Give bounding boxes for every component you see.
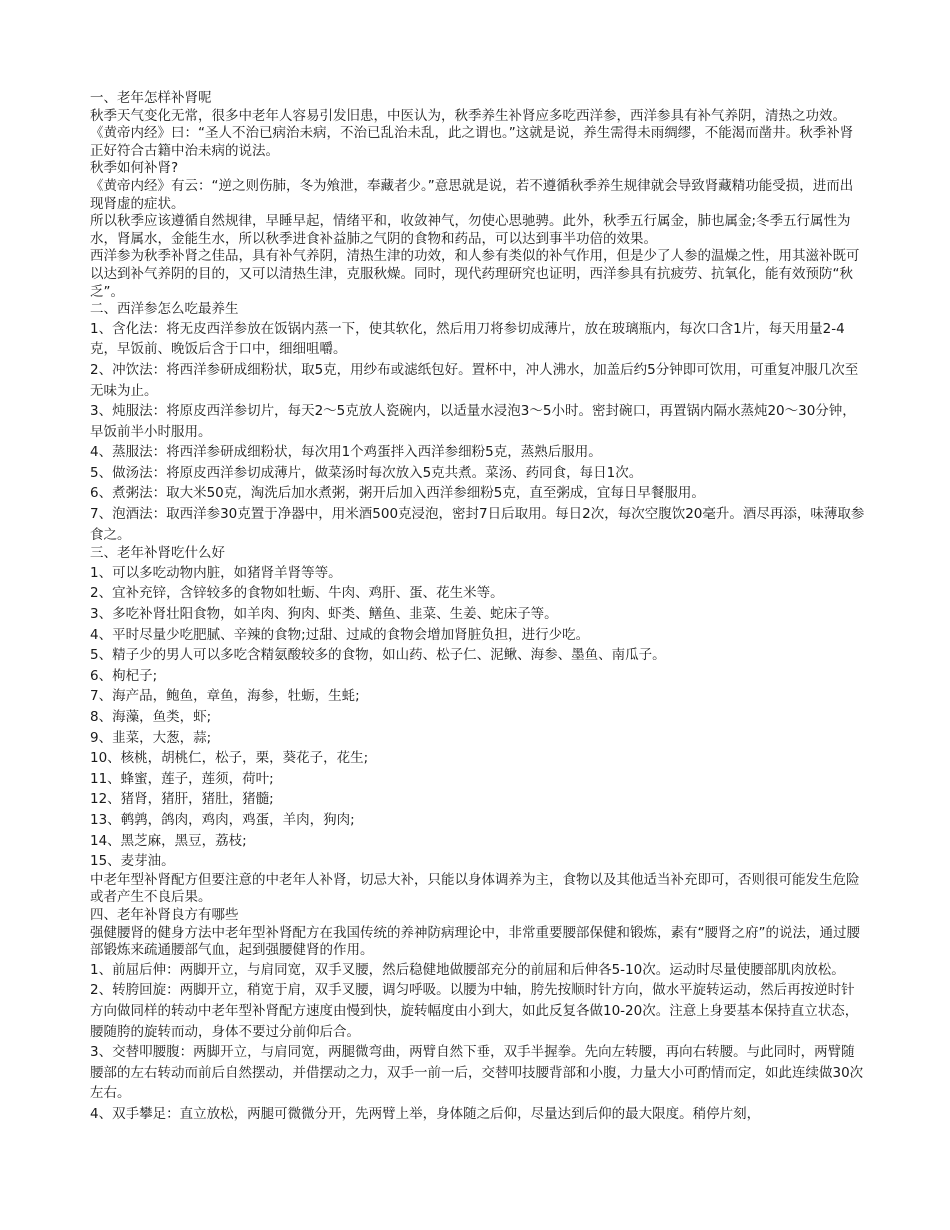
paragraph: 中老年型补肾配方但要注意的中老年人补肾，切忌大补，只能以身体调养为主，食物以及其他适当补充即可，否则很可能发生危险或者产生不良后果。 [90, 871, 860, 906]
list-item: 2、转胯回旋：两脚开立，稍宽于肩，双手叉腰，调匀呼吸。以腰为中轴，胯先按顺时针方向，做水平旋转运动，然后再按逆时针方向做同样的转动中老年型补肾配方速度由慢到快，旋转幅度由小到大，如此反复各做10-20次。注意上身要基本保持直立状态，腰随胯的旋转而动，身体不要过分前仰后合。 [90, 982, 859, 1040]
list-item: 1、含化法：将无皮西洋参放在饭锅内蒸一下，使其软化，然后用刀将参切成薄片，放在玻璃瓶内，每次口含1片，每天用量2-4克，早饭前、晚饭后含于口中，细细咀嚼。 [90, 320, 845, 358]
paragraph: 《黄帝内经》曰：“圣人不治已病治未病，不治已乱治未乱，此之谓也。”这就是说，养生需得未雨绸缪，不能渴而凿井。秋季补肾正好符合古籍中治未病的说法。 [90, 125, 854, 159]
section-heading: 二、西洋参怎么吃最养生 [90, 301, 239, 318]
list-item: 13、鹌鹑，鸽肉，鸡肉，鸡蛋，羊肉，狗肉; [90, 811, 355, 828]
list-item: 3、多吃补肾壮阳食物，如羊肉、狗肉、虾类、鳝鱼、韭菜、生姜、蛇床子等。 [90, 606, 558, 623]
subheading: 秋季如何补肾? [90, 160, 179, 177]
list-item: 8、海藻，鱼类，虾; [90, 709, 212, 725]
section-heading: 一、老年怎样补肾呢 [90, 90, 212, 106]
list-item: 4、蒸服法：将西洋参研成细粉状，每次用1个鸡蛋拌入西洋参细粉5克，蒸熟后服用。 [90, 444, 602, 461]
list-item: 11、蜂蜜，莲子，莲须，荷叶; [90, 770, 274, 787]
paragraph: 秋季天气变化无常，很多中老年人容易引发旧患，中医认为，秋季养生补肾应多吃西洋参，西洋参具有补气养阴，清热之功效。 [90, 107, 846, 124]
list-item: 12、猪肾，猪肝，猪肚，猪髓; [90, 791, 274, 808]
list-item: 1、前屈后伸：两脚开立，与肩同宽，双手叉腰，然后稳健地做腰部充分的前屈和后伸各5-10次。运动时尽量使腰部肌肉放松。 [90, 961, 845, 978]
document-body [90, 90, 865, 1124]
list-item: 7、泡酒法：取西洋参30克置于净器中，用米酒500克浸泡，密封7日后取用。每日2次，每次空腹饮20毫升。酒尽再添，味薄取参食之。 [90, 506, 865, 543]
section-heading: 三、老年补肾吃什么好 [90, 545, 225, 562]
list-item: 4、平时尽量少吃肥腻、辛辣的食物;过甜、过咸的食物会增加肾脏负担，进行少吃。 [90, 626, 590, 643]
section-heading: 四、老年补肾良方有哪些 [90, 906, 239, 923]
list-item: 6、枸杞子; [90, 667, 158, 684]
list-item: 9、韭菜，大葱，蒜; [90, 729, 212, 746]
list-item: 3、炖服法：将原皮西洋参切片，每天2～5克放人瓷碗内，以适量水浸泡3～5小时。密封碗口，再置锅内隔水蒸炖20～30分钟，早饭前半小时服用。 [90, 403, 856, 440]
list-item: 6、煮粥法：取大米50克，淘洗后加水煮粥，粥开后加入西洋参细粉5克，直至粥成，宜每日早餐服用。 [90, 485, 705, 502]
list-item: 10、核桃，胡桃仁，松子，栗，葵花子，花生; [90, 750, 369, 767]
list-item: 5、做汤法：将原皮西洋参切成薄片，做菜汤时每次放入5克共煮。菜汤、药同食，每日1次。 [90, 464, 643, 481]
paragraph: 所以秋季应该遵循自然规律，早睡早起，情绪平和，收敛神气，勿使心思驰骋。此外，秋季五行属金，肺也属金;冬季五行属性为水，肾属水，金能生水，所以秋季进食补益肺之气阴的食物和药品，可以达到事半功倍的效果。 [90, 213, 851, 247]
list-item: 5、精子少的男人可以多吃含精氨酸较多的食物，如山药、松子仁、泥鳅、海参、墨鱼、南瓜子。 [90, 647, 666, 664]
list-item: 4、双手攀足：直立放松，两腿可微微分开，先两臂上举，身体随之后仰，尽量达到后仰的最大限度。稍停片刻， [90, 1105, 761, 1122]
paragraph: 《黄帝内经》有云：“逆之则伤肺，冬为飧泄，奉藏者少。”意思就是说，若不遵循秋季养生规律就会导致肾藏精功能受损，进而出现肾虚的症状。 [90, 177, 854, 212]
paragraph: 西洋参为秋季补肾之佳品，具有补气养阴，清热生津的功效，和人参有类似的补气作用，但是少了人参的温燥之性，用其滋补既可以达到补气养阴的目的，又可以清热生津，克服秋燥。同时，现代药理研究也证明，西洋参具有抗疲劳、抗氧化，能有效预防“秋乏”。 [90, 248, 860, 300]
list-item: 7、海产品，鲍鱼，章鱼，海参，牡蛎，生蚝; [90, 688, 360, 705]
list-item: 2、宜补充锌，含锌较多的食物如牡蛎、牛肉、鸡肝、蛋、花生米等。 [90, 585, 504, 602]
list-item: 2、冲饮法：将西洋参研成细粉状，取5克，用纱布或滤纸包好。置杯中，冲人沸水，加盖后约5分钟即可饮用，可重复冲服几次至无味为止。 [90, 361, 859, 399]
list-item: 15、麦芽油。 [90, 853, 175, 870]
list-item: 14、黑芝麻，黑豆，荔枝; [90, 832, 247, 849]
list-item: 3、交替叩腰腹：两脚开立，与肩同宽，两腿微弯曲，两臂自然下垂，双手半握拳。先向左转腰，再向右转腰。与此同时，两臂随腰部的左右转动而前后自然摆动，并借摆动之力，双手一前一后，交替叩技腰背部和小腹，力量大小可酌情而定，如此连续做30次左右。 [90, 1044, 864, 1102]
list-item: 1、可以多吃动物内脏，如猪肾羊肾等等。 [90, 564, 342, 581]
paragraph: 强健腰肾的健身方法中老年型补肾配方在我国传统的养神防病理论中，非常重要腰部保健和锻炼，素有“腰肾之府”的说法，通过腰部锻炼来疏通腰部气血，起到强腰健肾的作用。 [90, 924, 860, 959]
